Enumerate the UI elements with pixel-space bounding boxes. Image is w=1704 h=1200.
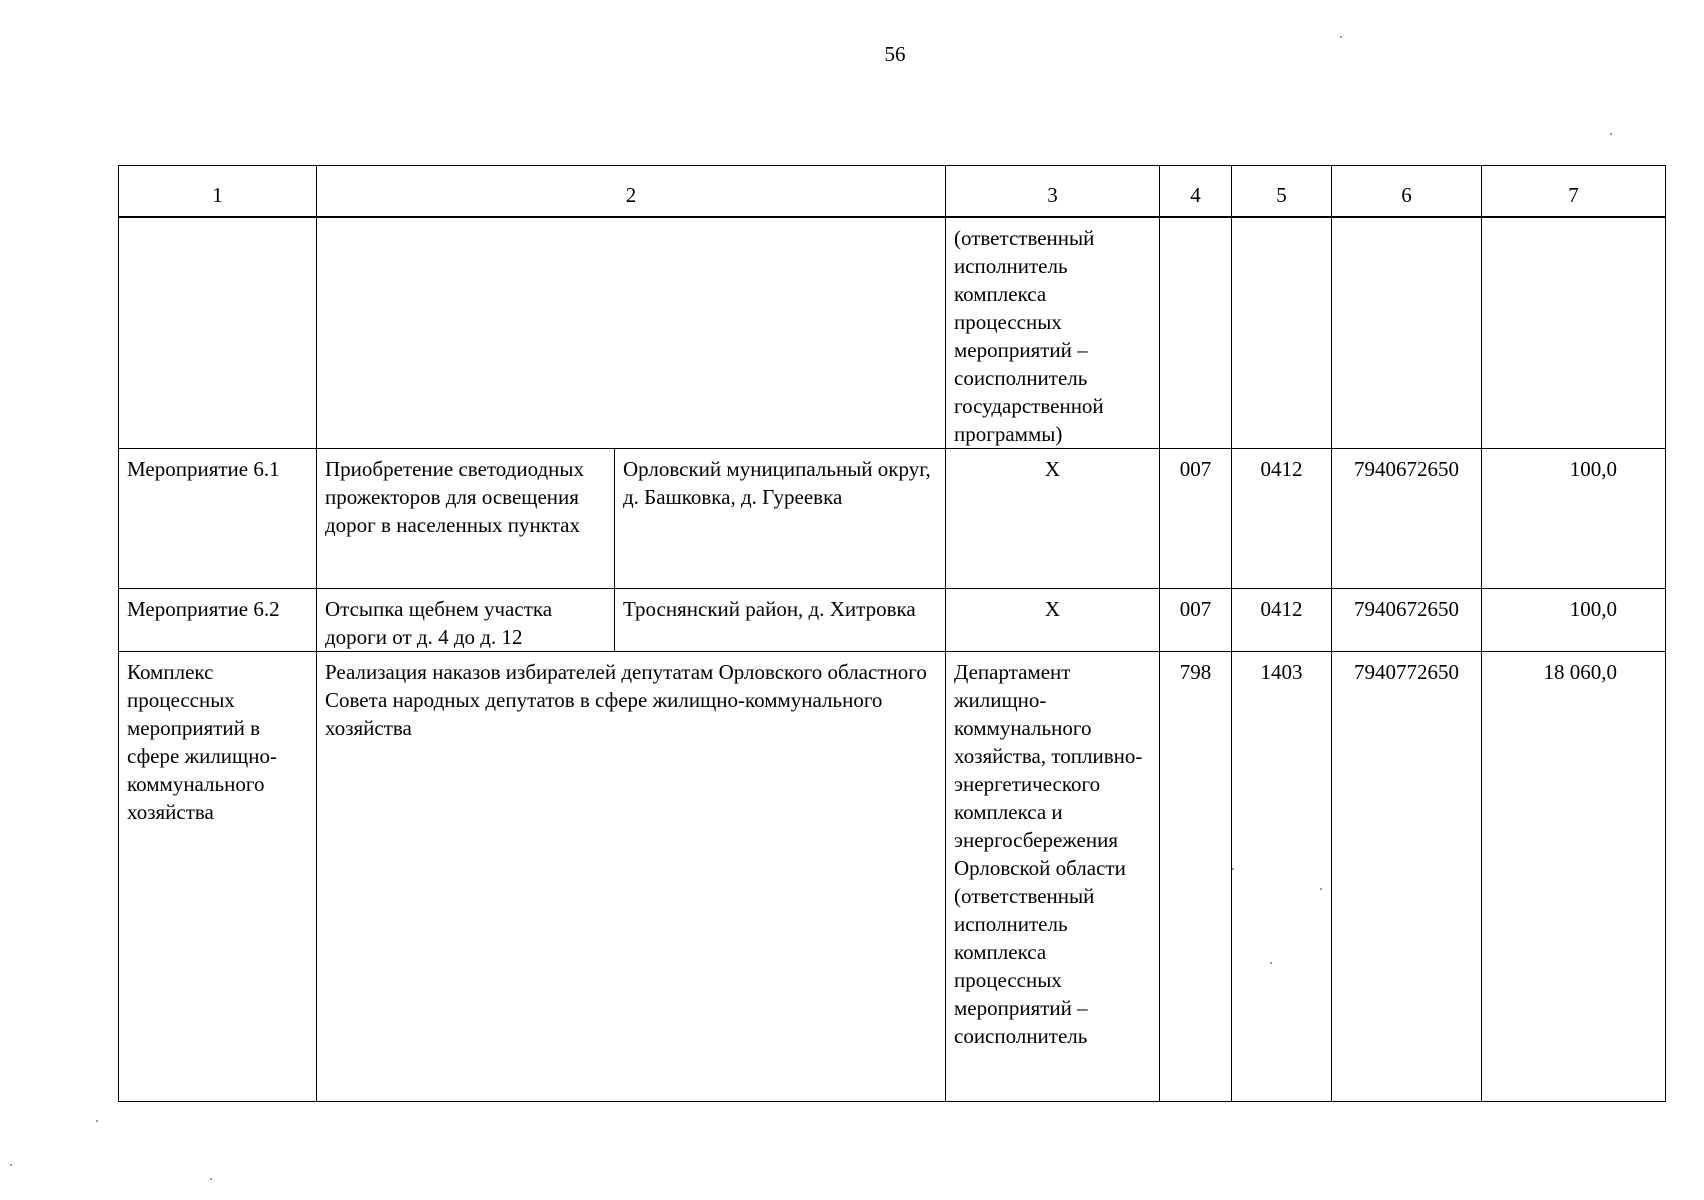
table-cell: (ответственный исполнитель комплекса процессных мероприятий – соисполнитель государственной программы) (946, 217, 1160, 449)
table-row (119, 449, 1666, 589)
header-cell: 5 (1232, 166, 1332, 218)
table-cell: 7940772650 (1332, 652, 1482, 1102)
scan-speck (1270, 962, 1272, 964)
table-cell (1482, 217, 1666, 449)
header-cell: 3 (946, 166, 1160, 218)
table-row (119, 652, 1666, 1102)
table-cell: 7940672650 (1332, 589, 1482, 652)
scan-speck (96, 1120, 98, 1122)
header-cell: 4 (1160, 166, 1232, 218)
header-cell: 1 (119, 166, 317, 218)
table-cell: Отсыпка щебнем участка дороги от д. 4 до д. 12 (317, 589, 615, 652)
table-cell (1332, 217, 1482, 449)
table-cell: 100,0 (1482, 449, 1666, 589)
table-cell (119, 217, 317, 449)
table-cell: 7940672650 (1332, 449, 1482, 589)
table-cell (317, 217, 946, 449)
table-cell: 100,0 (1482, 589, 1666, 652)
header-cell: 2 (317, 166, 946, 218)
table-cell: Реализация наказов избирателей депутатам Орловского областного Совета народных депутатов в сфере жилищно-коммунального хозяйства (317, 652, 946, 1102)
table-cell: 0412 (1232, 589, 1332, 652)
table-cell: Х (946, 589, 1160, 652)
table-cell: Троснянский район, д. Хитровка (615, 589, 946, 652)
page-number: 56 (884, 42, 906, 66)
budget-table (118, 165, 1665, 1102)
scan-speck (1610, 133, 1612, 135)
header-cell: 6 (1332, 166, 1482, 218)
scan-speck (1340, 36, 1342, 38)
scan-speck (1320, 888, 1322, 890)
table-cell: Х (946, 449, 1160, 589)
table-cell: Департамент жилищно-коммунального хозяйства, топливно-энергетического комплекса и энергосбережения Орловской области (ответственный исполнитель комплекса процессных мероприятий – соисполнитель (946, 652, 1160, 1102)
header-cell: 7 (1482, 166, 1666, 218)
header-row (119, 166, 1666, 218)
scan-speck (210, 1178, 212, 1180)
table-cell (1160, 217, 1232, 449)
table-cell (1232, 217, 1332, 449)
table-cell: Мероприятие 6.1 (119, 449, 317, 589)
table-cell: 798 (1160, 652, 1232, 1102)
table-row (119, 217, 1666, 449)
table-cell: Орловский муниципальный округ, д. Башковка, д. Гуреевка (615, 449, 946, 589)
scan-speck (1232, 868, 1234, 870)
table-cell: 0412 (1232, 449, 1332, 589)
table-cell: Мероприятие 6.2 (119, 589, 317, 652)
table-row (119, 589, 1666, 652)
table-cell: 1403 (1232, 652, 1332, 1102)
table-cell: Приобретение светодиодных прожекторов для освещения дорог в населенных пунктах (317, 449, 615, 589)
table-cell: Комплекс процессных мероприятий в сфере жилищно-коммунального хозяйства (119, 652, 317, 1102)
table-cell: 18 060,0 (1482, 652, 1666, 1102)
table-cell: 007 (1160, 589, 1232, 652)
scan-speck (10, 1164, 12, 1166)
table-cell: 007 (1160, 449, 1232, 589)
